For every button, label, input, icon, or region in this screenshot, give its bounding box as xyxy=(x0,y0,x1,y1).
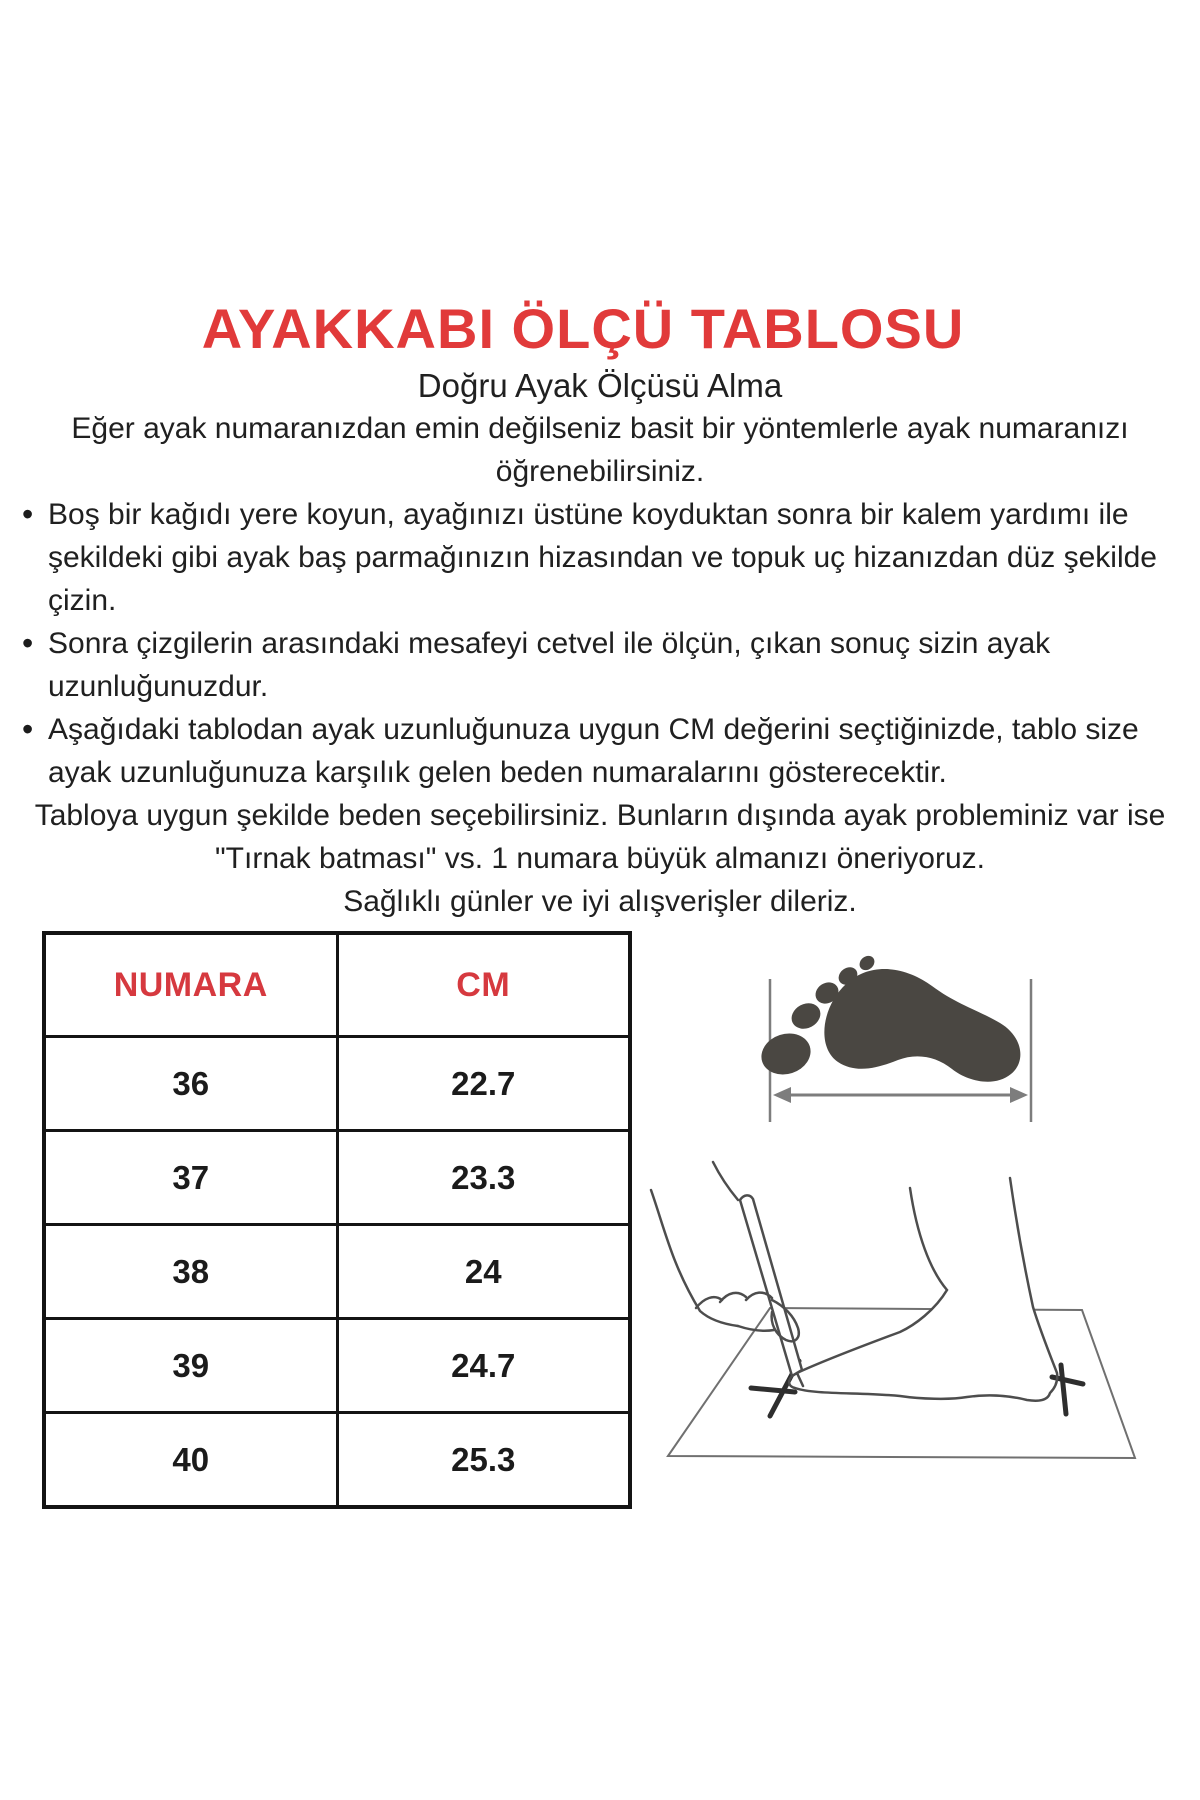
subtitle: Doğru Ayak Ölçüsü Alma xyxy=(417,367,783,404)
page-title: AYAKKABI ÖLÇÜ TABLOSU xyxy=(201,297,965,360)
cm-cell: 25.3 xyxy=(337,1413,630,1508)
bullet-text: Sonra çizgilerin arasındaki mesafeyi cetvel ile ölçün, çıkan sonuç sizin ayak uzunluğunuzdur. xyxy=(48,627,1051,703)
bullet-text: Aşağıdaki tablodan ayak uzunluğunuza uygun CM değerini seçtiğinizde, tablo size ayak uzunluğunuza karşılık gelen beden numaralarını gösterecektir. xyxy=(48,713,1139,789)
column-header-cm: CM xyxy=(337,933,630,1037)
closing-wishes: Sağlıklı günler ve iyi alışverişler dileriz. xyxy=(343,885,857,918)
size-cell: 40 xyxy=(44,1413,337,1508)
foot-tracing-illustration xyxy=(620,1160,1180,1560)
footprint-silhouette xyxy=(756,953,1020,1082)
list-item xyxy=(15,622,1185,708)
column-header-numara: NUMARA xyxy=(44,933,337,1037)
bullet-text: Boş bir kağıdı yere koyun, ayağınızı üstüne koyduktan sonra bir kalem yardımı ile şekildeki gibi ayak baş parmağınızın hizasından ve topuk uç hizanızdan düz şekilde çizin. xyxy=(48,498,1157,617)
size-table xyxy=(42,931,632,1509)
table-row xyxy=(44,1225,630,1319)
size-cell: 36 xyxy=(44,1037,337,1131)
intro-section xyxy=(15,364,1185,923)
table-row xyxy=(44,1413,630,1508)
table-row xyxy=(44,1037,630,1131)
closing-advice: Tabloya uygun şekilde beden seçebilirsiniz. Bunların dışında ayak probleminiz var ise "Tırnak batması" vs. 1 numara büyük almanızı öneriyoruz. xyxy=(34,799,1166,875)
foot-fill xyxy=(789,1178,1057,1401)
cm-cell: 23.3 xyxy=(337,1131,630,1225)
list-item xyxy=(15,708,1185,794)
instructions-list xyxy=(15,493,1185,794)
measure-arrow xyxy=(773,1087,1028,1103)
cm-cell: 22.7 xyxy=(337,1037,630,1131)
size-table-header-row xyxy=(44,933,630,1037)
foot-length-measure-illustration xyxy=(750,950,1050,1130)
size-cell: 37 xyxy=(44,1131,337,1225)
table-row xyxy=(44,1319,630,1413)
table-row xyxy=(44,1131,630,1225)
list-item xyxy=(15,493,1185,622)
size-cell: 38 xyxy=(44,1225,337,1319)
cm-cell: 24.7 xyxy=(337,1319,630,1413)
intro-text: Eğer ayak numaranızdan emin değilseniz basit bir yöntemlerle ayak numaranızı öğrenebilirsiniz. xyxy=(71,412,1129,488)
cm-cell: 24 xyxy=(337,1225,630,1319)
size-cell: 39 xyxy=(44,1319,337,1413)
